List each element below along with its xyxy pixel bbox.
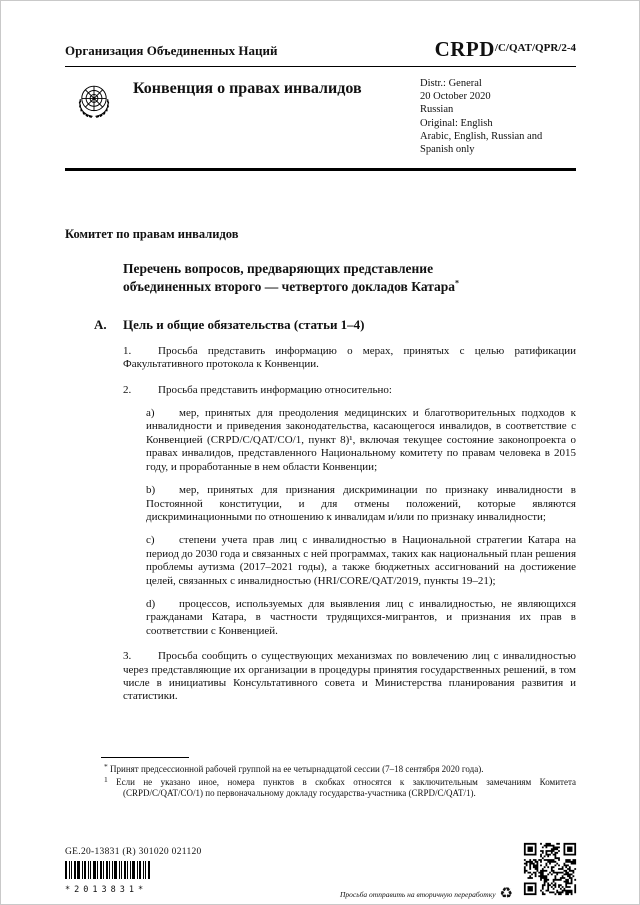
distr-language: Russian xyxy=(420,104,454,116)
item-text: степени учета прав лиц с инвалидностью в Национальной стратегии Катара на период до 2030 года и связанных с ней программах, таких как национальный план решения проблемы аутизма (2017–2021 годы), а также бюджетных ассигнований на достижение целей, связанных с инвалидностью (HRI/CORE/QAT/2019, пункты 19–21); xyxy=(146,534,576,587)
paragraph-text: Просьба сообщить о существующих механизмах по вовлечению лиц с инвалидностью через представляющие их организации в процедуры принятия государственных решений, в том числе в инициативы Консультативного совета и Министерства планирования развития и статистики. xyxy=(123,650,576,703)
footnote-separator xyxy=(101,757,189,758)
distr-languages-note: Arabic, English, Russian and Spanish only xyxy=(420,130,543,156)
list-item-c xyxy=(146,534,576,588)
paragraph-text: Просьба представить информацию о мерах, принятых с целью ратификации Факультативного протокола к Конвенции. xyxy=(123,344,576,371)
recycle-icon: ♻ xyxy=(499,886,513,902)
document-symbol-acronym: CRPD xyxy=(434,37,495,61)
convention-title: Конвенция о правах инвалидов xyxy=(133,80,362,97)
distr-date: 20 October 2020 xyxy=(420,91,491,103)
header-top-row xyxy=(65,37,576,62)
paragraph-text: Просьба представить информацию относительно: xyxy=(158,383,392,396)
item-text: процессов, используемых для выявления лиц с инвалидностью, не являющихся гражданами Катара, в частности трудящихся-мигрантов, и признания их прав в соответствии с Конвенцией. xyxy=(146,597,576,637)
list-item-a xyxy=(146,407,576,474)
distr-block xyxy=(420,77,576,156)
distr-original: Original: English xyxy=(420,117,493,129)
header-rule-thick xyxy=(65,168,576,171)
list-item-b xyxy=(146,484,576,524)
footnote-1 xyxy=(101,777,576,799)
ge-number: GE.20-13831 (R) 301020 021120 xyxy=(65,847,202,857)
document-title xyxy=(123,260,488,295)
footnote-text: Принят предсессионной рабочей группой на ее четырнадцатой сессии (7–18 сентября 2020 года). xyxy=(110,764,484,774)
document-title-text: Перечень вопросов, предваряющих представление объединенных второго — четвертого докладов Катара xyxy=(123,261,456,294)
recycle-note xyxy=(340,887,513,902)
distr-line: Distr.: General xyxy=(420,78,482,89)
title-footnote-marker: * xyxy=(455,278,460,288)
barcode xyxy=(65,861,153,895)
footnote-marker: 1 xyxy=(104,775,108,785)
paragraph-number: 2. xyxy=(123,383,132,396)
header-mid-row xyxy=(65,77,576,156)
item-text: мер, принятых для преодоления медицинских и благотворительных подходов к инвалидности и приведения законодательства, касающегося инвалидов, в соответствие с Конвенцией (CRPD/C/QAT/CO/1, пункт 8)¹, включая текущее состояние законопроекта о правах инвалидов, представленного Национальному комитету по правам человека в 2015 году, и проработанные в нем области Конвенции; xyxy=(146,407,576,473)
section-label: A. xyxy=(94,316,107,332)
barcode-text: *2013831* xyxy=(65,885,148,895)
barcode-bars-icon xyxy=(65,861,151,879)
un-emblem-icon xyxy=(71,79,117,125)
footnote-asterisk xyxy=(101,764,576,775)
footnote-text: Если не указано иное, номера пунктов в скобках относятся к заключительным замечаниям Комитета (CRPD/C/QAT/CO/1) по первоначальному докладу государства-участника (CRPD/C/QAT/1). xyxy=(116,777,576,799)
item-label: a) xyxy=(146,407,155,420)
un-org-name: Организация Объединенных Наций xyxy=(65,43,278,58)
paragraph-number: 1. xyxy=(123,344,132,357)
document-symbol-suffix: /C/QAT/QPR/2-4 xyxy=(494,42,576,54)
list-item-d xyxy=(146,598,576,638)
section-title: Цель и общие обязательства (статьи 1–4) xyxy=(123,316,365,332)
paragraph-number: 3. xyxy=(123,650,132,663)
qr-code xyxy=(523,842,577,896)
footnote-area xyxy=(101,757,576,802)
paragraph-3 xyxy=(123,650,576,704)
item-label: d) xyxy=(146,597,156,610)
item-label: c) xyxy=(146,534,155,547)
document-symbol xyxy=(435,37,576,62)
item-text: мер, принятых для признания дискриминации по признаку инвалидности в Постоянной конституции, и для отмены положений, которые являются дискриминационными по отношению к инвалидам и/или по признаку инвалидности; xyxy=(146,484,576,523)
committee-label: Комитет по правам инвалидов xyxy=(65,227,239,242)
section-heading xyxy=(65,317,576,333)
footnote-marker: * xyxy=(104,762,108,771)
header-rule-thin xyxy=(65,66,576,67)
item-label: b) xyxy=(146,484,156,497)
recycle-text: Просьба отправить на вторичную переработку xyxy=(339,890,496,899)
paragraph-1 xyxy=(123,345,576,372)
paragraph-2 xyxy=(123,384,576,397)
